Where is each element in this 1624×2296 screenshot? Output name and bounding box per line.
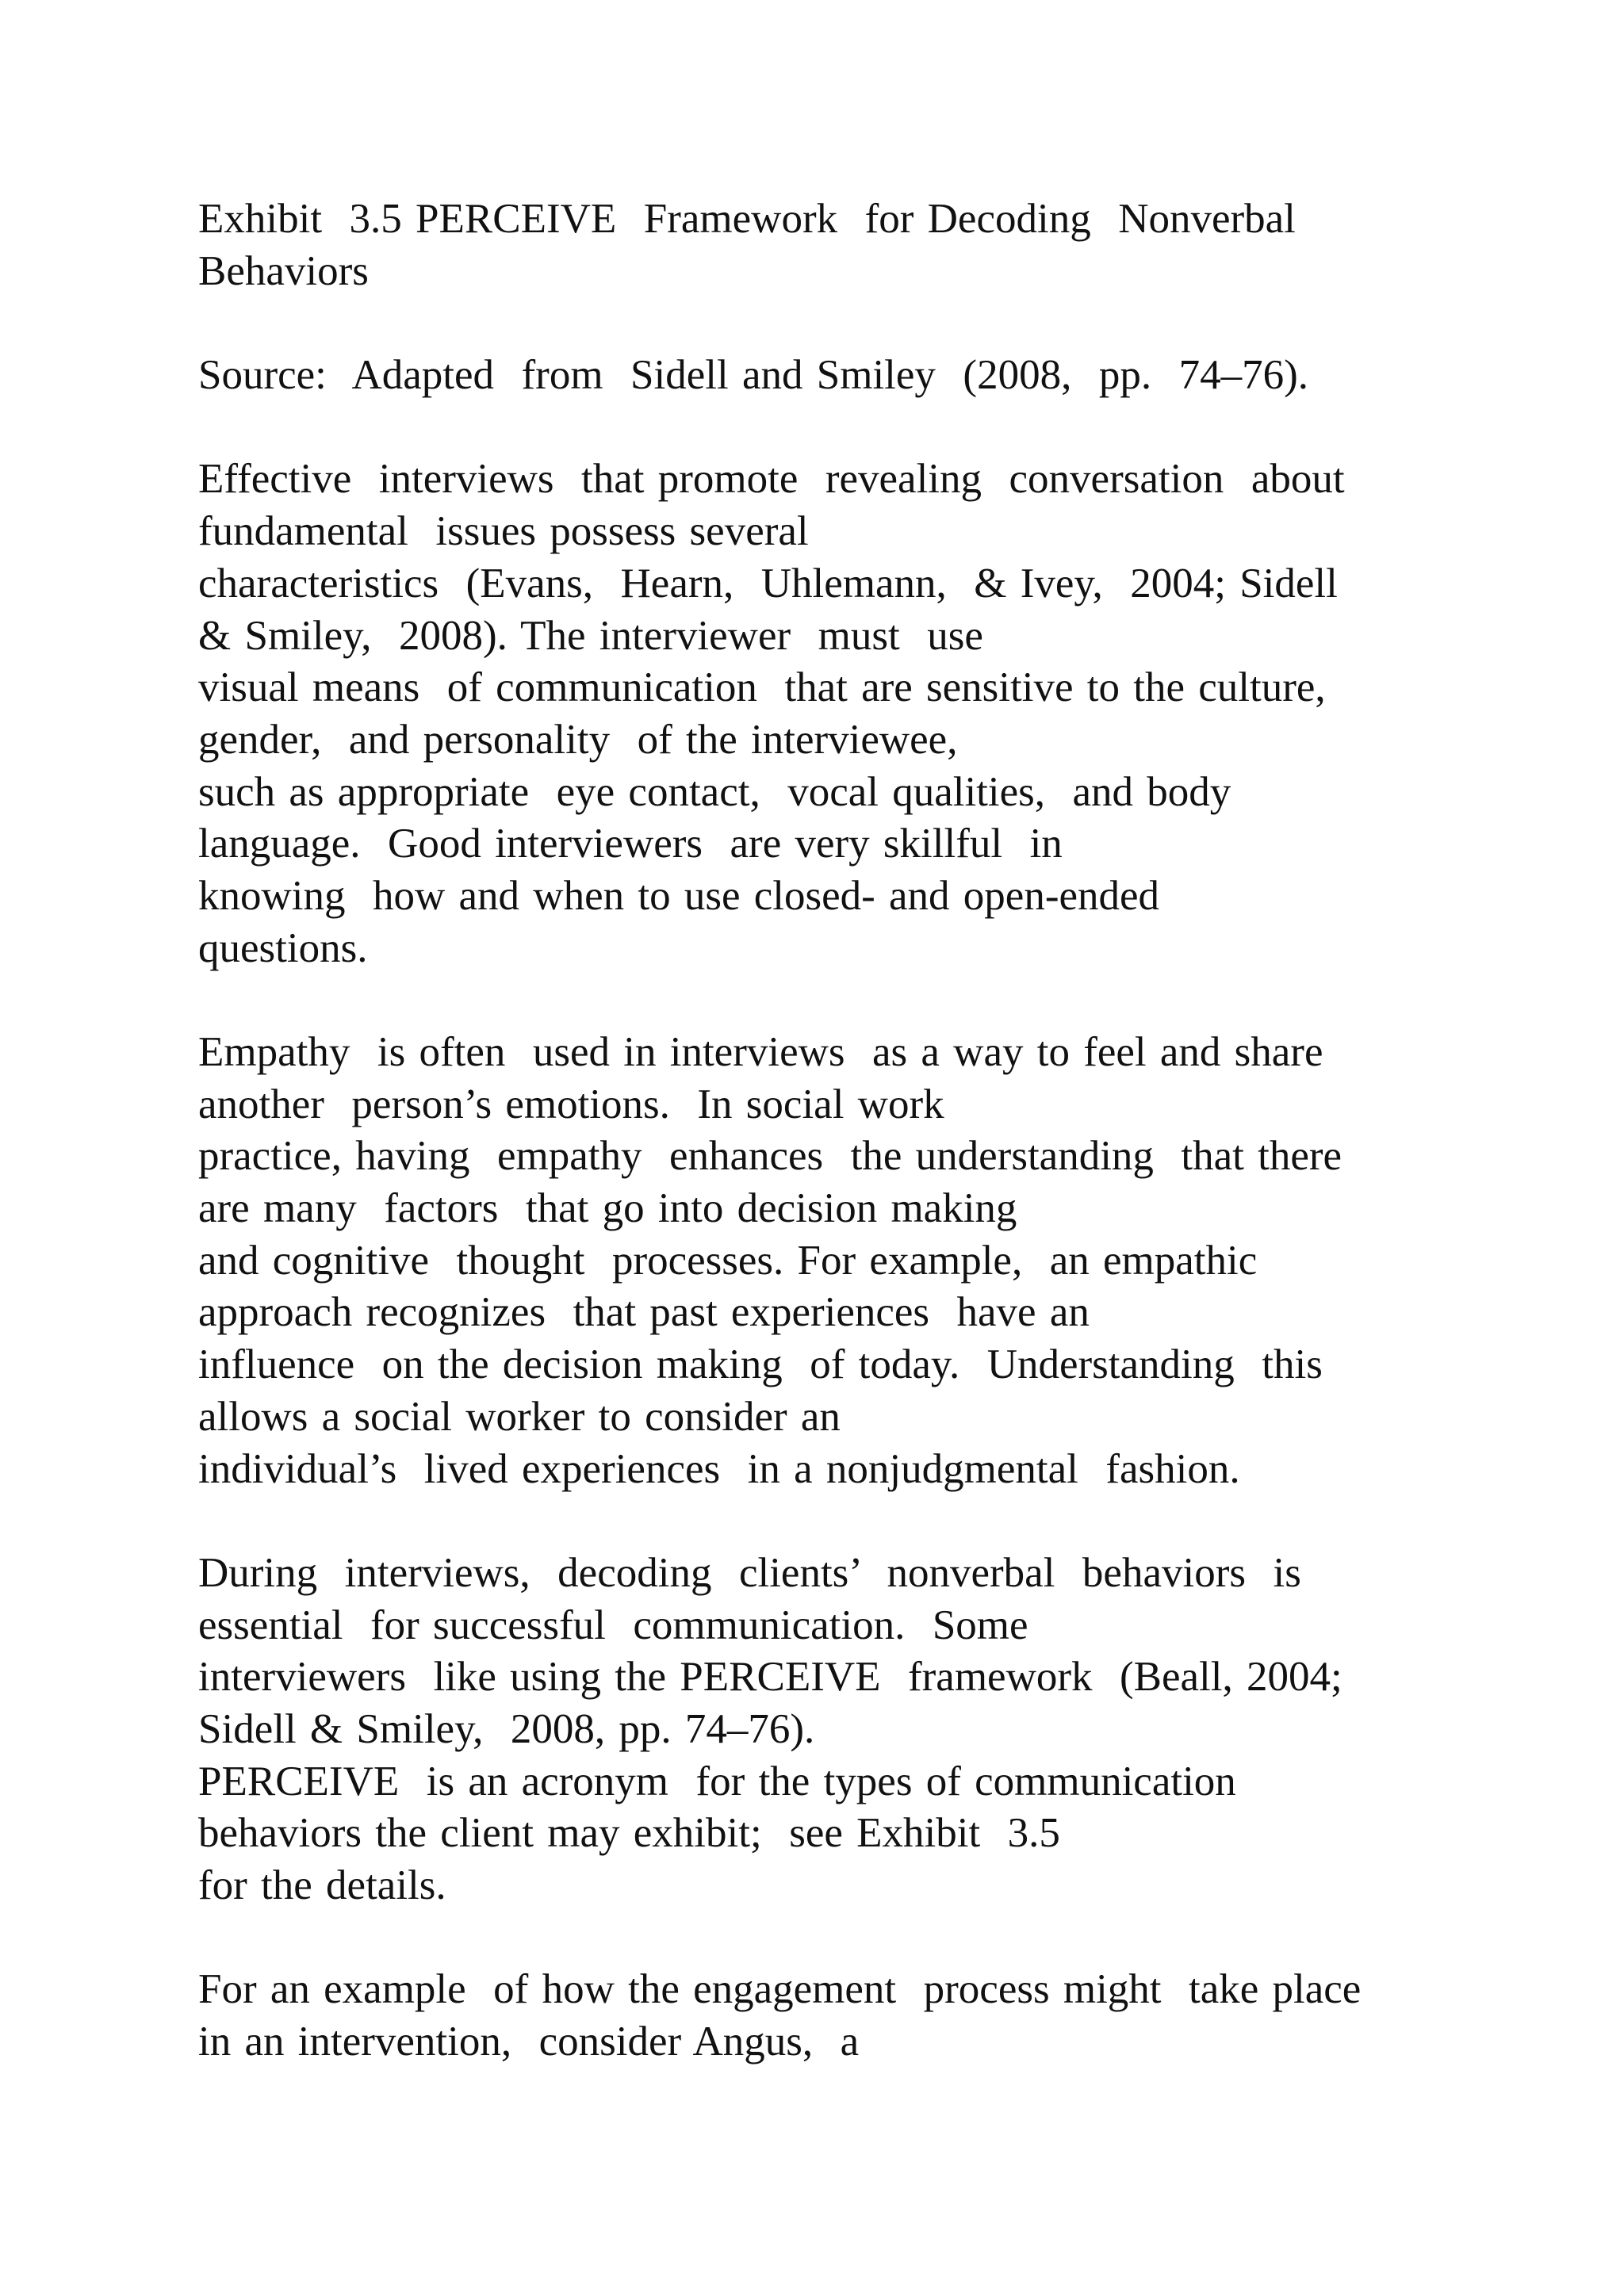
paragraph-line: and cognitive thought processes. For example, an empathic [198,1237,1258,1284]
paragraph-line: PERCEIVE is an acronym for the types of communication [198,1758,1236,1804]
paragraph-line: are many factors that go into decision making [198,1185,1017,1232]
exhibit-title [198,193,1467,297]
paragraph-line: behaviors the client may exhibit; see Exhibit 3.5 [198,1810,1060,1857]
paragraph-line: Sidell & Smiley, 2008, pp. 74–76). [198,1705,815,1752]
paragraph-line: interviewers like using the PERCEIVE framework (Beall, 2004; [198,1654,1342,1701]
paragraph-line: language. Good interviewers are very skillful in [198,821,1063,867]
paragraph-spacer [198,402,1467,454]
paragraph-line: fundamental issues possess several [198,508,809,555]
paragraph-line: characteristics (Evans, Hearn, Uhlemann, & Ivey, 2004; Sidell [198,560,1338,607]
paragraph-line: During interviews, decoding clients’ nonverbal behaviors is [198,1549,1301,1596]
source-citation [198,350,1467,402]
paragraph-line: For an example of how the engagement process might take place [198,1966,1362,2013]
source-line: Source: Adapted from Sidell and Smiley (2008, pp. 74–76). [198,352,1308,399]
paragraph-line: gender, and personality of the interviewee, [198,716,958,763]
paragraph-line: questions. [198,924,368,971]
paragraph-spacer [198,297,1467,350]
paragraph-line: practice, having empathy enhances the understanding that there [198,1133,1342,1180]
paragraph-line: another person’s emotions. In social work [198,1081,944,1127]
paragraph-line: allows a social worker to consider an [198,1393,841,1440]
paragraph-line: knowing how and when to use closed- and open-ended [198,872,1160,919]
paragraph-line: Empathy is often used in interviews as a way to feel and share [198,1029,1323,1075]
paragraph-example [198,1964,1467,2068]
paragraph-spacer [198,1912,1467,1965]
paragraph-line: visual means of communication that are sensitive to the culture, [198,664,1326,711]
paragraph-line: in an intervention, consider Angus, a [198,2019,860,2065]
paragraph-line: Effective interviews that promote revealing conversation about [198,456,1345,503]
paragraph-line: for the details. [198,1862,446,1908]
paragraph-line: & Smiley, 2008). The interviewer must use [198,612,983,659]
exhibit-title-line: Behaviors [198,247,369,294]
paragraph-empathy [198,1027,1467,1495]
paragraph-line: essential for successful communication. Some [198,1601,1028,1648]
exhibit-title-line: Exhibit 3.5 PERCEIVE Framework for Decoding Nonverbal [198,196,1296,242]
paragraph-decoding [198,1548,1467,1912]
document-body [198,193,1467,2068]
paragraph-spacer [198,974,1467,1027]
paragraph-line: influence on the decision making of today. Understanding this [198,1341,1323,1388]
paragraph-spacer [198,1495,1467,1548]
paragraph-line: such as appropriate eye contact, vocal qualities, and body [198,768,1231,815]
paragraph-line: individual’s lived experiences in a nonjudgmental fashion. [198,1445,1240,1492]
paragraph-line: approach recognizes that past experiences have an [198,1289,1090,1336]
paragraph-effective-interviews [198,453,1467,974]
